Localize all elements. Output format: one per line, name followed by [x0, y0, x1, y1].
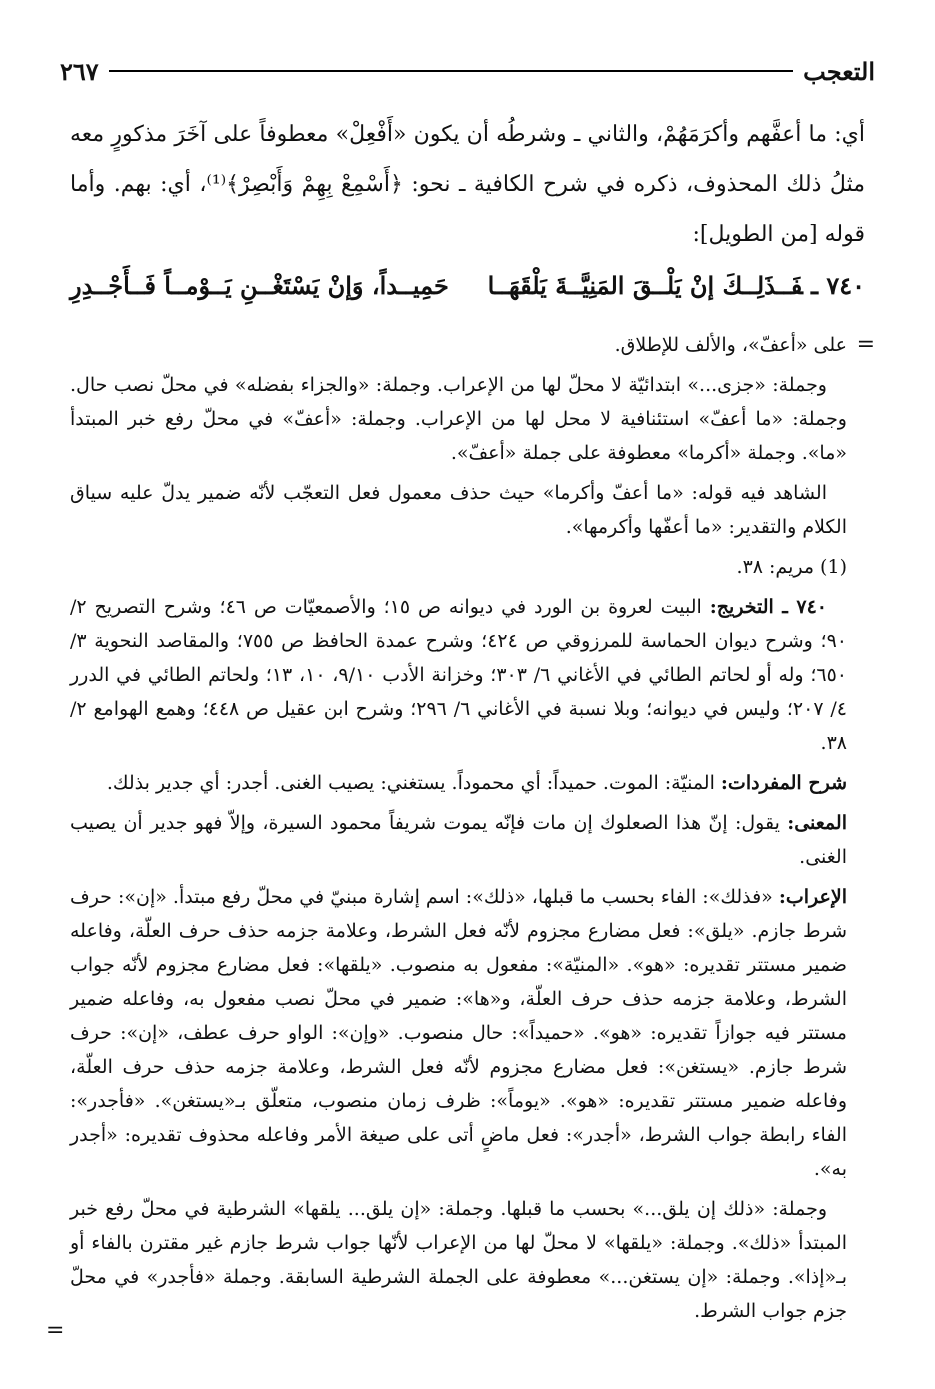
takhrij-text: البيت لعروة بن الورد في ديوانه ص ١٥؛ والأصمعيّات ص ٤٦؛ وشرح التصريح ٢/ ٩٠؛ وشرح ديوان الحماسة للمرزوقي ص ٤٢٤؛ وشرح عمدة الحافظ ص ٧٥٥؛ والمقاصد النحوية ٣/ ٦٥٠؛ وله أو لحاتم الطائي في الأغاني ٦/ ٣٠٣؛ وخزانة الأدب ٩/١٠، ١٠، ١٣؛ ولحاتم الطائي في الدرر ٤/ ٢٠٧؛ وليس في ديوانه؛ وبلا نسبة في الأغاني ٦/ ٢٩٦؛ وشرح ابن عقيل ص ٤٤٨؛ وهمع الهوامع ٢/ ٣٨.	[70, 596, 848, 754]
parsing-label: الإعراب:	[778, 886, 847, 908]
main-paragraph: أي: ما أعفَّهم وأكرَمَهُمْ، والثاني ـ وشرطُه أن يكون «أَفْعِلْ» معطوفاً على آخَرَ مذكورٍ معه مثلُ ذلك المحذوف، ذكره في شرح الكافية ـ نحو: ﴿أَسْمِعْ بِهِمْ وَأَبْصِرْ﴾⁽¹⁾، أي: بهم. وأما قوله [من الطويل]:	[70, 122, 865, 247]
continuation-mark: =	[856, 332, 875, 357]
footnotes	[70, 328, 847, 1334]
footnote-takhrij	[70, 590, 847, 760]
takhrij-label: ٧٤٠ ـ التخريج:	[709, 596, 827, 618]
verse-number: ٧٤٠ ـ	[810, 271, 865, 300]
footnote-continued: على «أعفّ»، والألف للإطلاق.	[614, 334, 847, 356]
chapter-title: التعجب	[803, 56, 875, 86]
parsing-text: «فذلك»: الفاء بحسب ما قبلها، «ذلك»: اسم إشارة مبنيّ في محلّ رفع مبتدأ. «إن»: حرف شرط جازم. «يلق»: فعل مضارع مجزوم لأنّه فعل الشرط، وعلامة جزمه حذف حرف العلّة، وفاعله ضمير مستتر تقديره: «هو». «المنيّة»: مفعول به منصوب. «يلقها»: فعل مضارع مجزوم لأنّه جواب الشرط، وعلامة جزمه حذف حرف العلّة، و«ها»: ضمير في محلّ نصب مفعول به، وفاعله ضمير مستتر فيه جوازاً تقديره: «هو». «حميداً»: حال منصوب. «وإن»: الواو حرف عطف، «إن»: حرف شرط جازم. «يستغن»: فعل مضارع مجزوم لأنّه فعل الشرط، وعلامة جزمه حذف حرف العلّة، وفاعله ضمير مستتر تقديره: «هو». «يوماً»: ظرف زمان منصوب، متعلّق بـ«يستغن». «فأجدر»: الفاء رابطة جواب الشرط، «أجدر»: فعل ماضٍ أتى على صيغة الأمر وفاعله محذوف تقديره: «أجدر به».	[70, 886, 847, 1180]
verse-first-hemistich	[488, 264, 865, 308]
header-rule	[109, 70, 793, 72]
page-header	[60, 56, 875, 86]
verse-second-hemistich: حَمِيــداً، وَإنْ يَسْتَغْــنِ يَــوْمــاً فَــأَجْــدِرِ	[70, 271, 449, 300]
vocabulary-label: شرح المفردات:	[720, 772, 847, 794]
footnote-meaning	[70, 806, 847, 874]
poem-verse	[70, 264, 865, 308]
footnote-parsing	[70, 880, 847, 1186]
main-text	[70, 110, 865, 308]
footnote-evidence: الشاهد فيه قوله: «ما أعفّ وأكرما» حيث حذف معمول فعل التعجّب لأنّه ضمير يدلّ عليه سياق الكلام والتقدير: «ما أعفّها وأكرمها».	[70, 482, 847, 538]
vocabulary-text: المنيّة: الموت. حميداً: أي محموداً. يستغني: يصيب الغنى. أجدر: أي جدير بذلك.	[106, 772, 715, 794]
page-number: ٢٦٧	[60, 56, 99, 86]
footnote-vocabulary	[70, 766, 847, 800]
footnote-sentences: وجملة: «ذلك إن يلق...» بحسب ما قبلها. وجملة: «إن يلق... يلقها» الشرطية في محلّ رفع خبر المبتدأ «ذلك». وجملة: «يلقها» لا محلّ لها من الإعراب لأنّها جواب شرط جازم غير مقترن بالفاء أو بـ«إذا». وجملة: «إن يستغن...» معطوفة على الجملة الشرطية السابقة. وجملة «فأجدر» في محلّ جزم جواب الشرط.	[70, 1198, 847, 1322]
meaning-label: المعنى:	[787, 812, 847, 834]
footnote-reference: (1) مريم: ٣٨.	[736, 556, 847, 578]
bottom-continuation-mark: =	[46, 1318, 65, 1343]
verse-first-hemistich-text: فَــذَلِــكَ إنْ يَلْــقَ المَنِيَّــةَ يَلْقَهَــا	[487, 271, 803, 300]
meaning-text: يقول: إنّ هذا الصعلوك إن مات فإنّه يموت شريفاً محمود السيرة، وإلاّ فهو جدير أن يصيب الغنى.	[70, 812, 847, 868]
footnote-syntax-sentences: وجملة: «جزى...» ابتدائيّة لا محلّ لها من الإعراب. وجملة: «والجزاء بفضله» في محلّ نصب حال. وجملة: «ما أعفّ» استئنافية لا محل لها من الإعراب. وجملة: «أعفّ» في محلّ رفع خبر المبتدأ «ما». وجملة «أكرما» معطوفة على جملة «أعفّ».	[70, 374, 847, 464]
